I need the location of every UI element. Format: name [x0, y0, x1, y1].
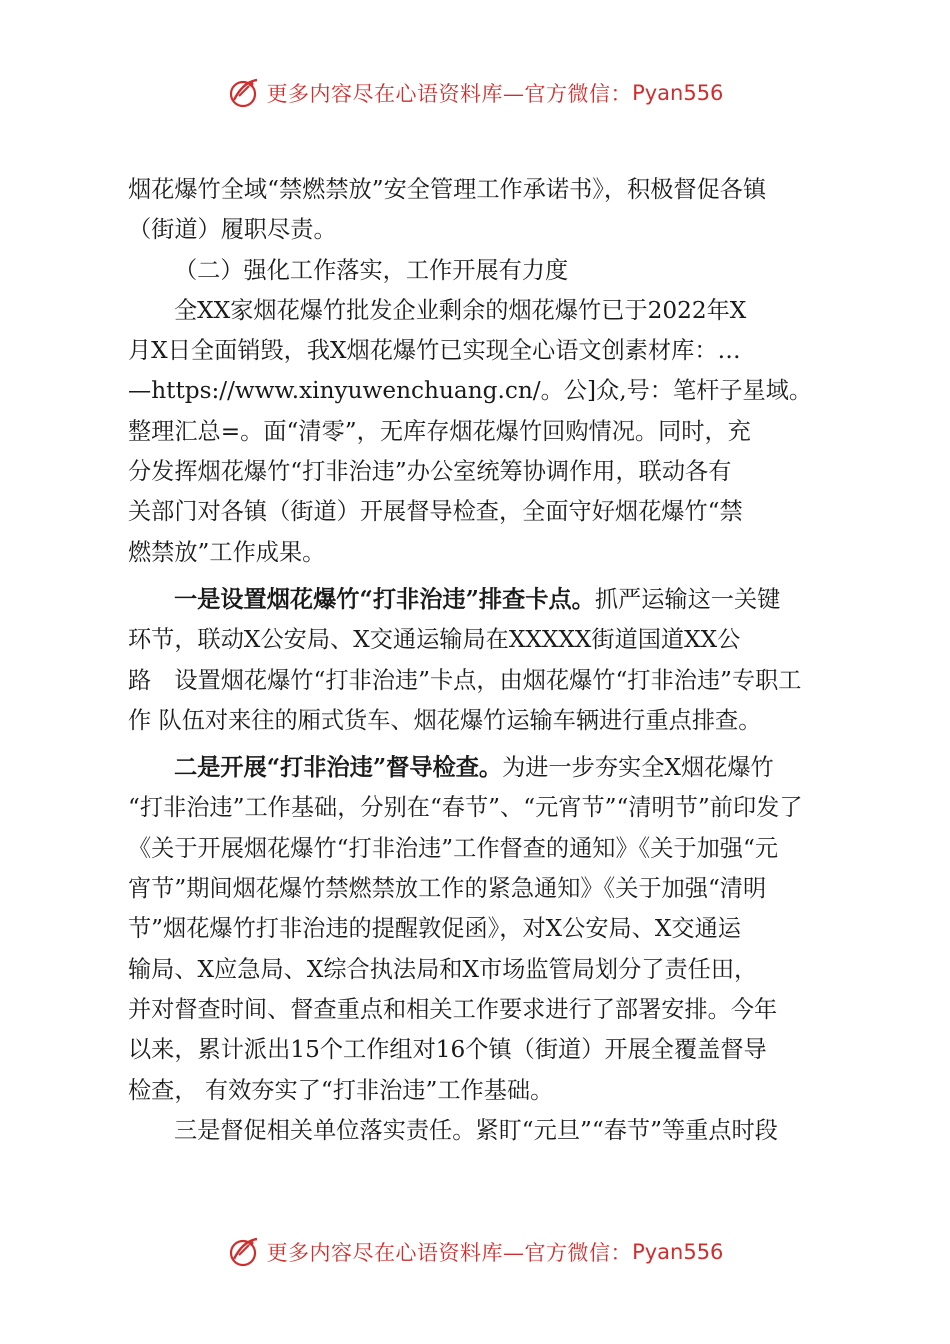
text-line: 节”烟花爆竹打非治违的提醒敦促函》，对X公安局、X交通运: [128, 915, 741, 943]
logo-icon: [227, 76, 261, 110]
text-line: 输局、X应急局、X综合执法局和X市场监管局划分了责任田，: [128, 955, 758, 983]
text-line: 关部门对各镇（街道）开展督导检查，全面守好烟花爆竹“禁: [128, 498, 743, 526]
text-line: 作 队伍对来往的厢式货车、烟花爆竹运输车辆进行重点排查。: [128, 706, 762, 734]
text-span: 抓严运输这一关键: [594, 585, 781, 613]
text-line: 全XX家烟花爆竹批发企业剩余的烟花爆竹已于2022年X: [174, 296, 747, 324]
text-line: 分发挥烟花爆竹“打非治违”办公室统筹协调作用，联动各有: [128, 458, 732, 486]
footer-banner: [0, 1232, 950, 1272]
banner-text: 更多内容尽在心语资料库—官方微信：: [266, 1241, 633, 1265]
text-line: [128, 580, 832, 620]
logo-icon: [227, 1235, 261, 1269]
text-line: （街道）履职尽责。: [128, 216, 337, 244]
text-line: 烟花爆竹全域“禁燃禁放”安全管理工作承诺书》，积极督促各镇: [128, 176, 767, 203]
banner-wechat-id: Pyan556: [632, 1240, 724, 1264]
text-line: [128, 748, 832, 788]
banner-text: 更多内容尽在心语资料库—官方微信：: [266, 82, 633, 106]
text-line: 燃禁放”工作成果。: [128, 538, 326, 566]
text-line: 宵节”期间烟花爆竹禁燃禁放工作的紧急通知》《关于加强“清明: [128, 875, 767, 903]
banner-wechat-id: Pyan556: [632, 81, 724, 105]
text-line: 《关于开展烟花爆竹“打非治违”工作督查的通知》《关于加强“元: [128, 834, 779, 862]
header-banner: [0, 73, 950, 113]
text-line: 三是督促相关单位落实责任。紧盯“元旦”“春节”等重点时段: [174, 1116, 778, 1144]
text-span: 为进一步夯实全X烟花爆竹: [502, 754, 774, 782]
text-line: 环节，联动X公安局、X交通运输局在XXXXX街道国道XX公: [128, 626, 741, 654]
document-body: [128, 170, 832, 1151]
paragraph-lead: 二是开展“打非治违”督导检查。: [174, 754, 503, 782]
text-line: —https://www.xinyuwenchuang.cn/。公]众,号：笔杆子星域。: [128, 377, 813, 405]
paragraph-lead: 一是设置烟花爆竹“打非治违”排查卡点。: [174, 585, 595, 613]
text-line: 并对督查时间、督查重点和相关工作要求进行了部署安排。今年: [128, 995, 778, 1023]
text-line: 整理汇总=。面“清零”，无库存烟花爆竹回购情况。同时，充: [128, 417, 751, 445]
text-line: 检查， 有效夯实了“打非治违”工作基础。: [128, 1076, 554, 1104]
text-line: 以来，累计派出15个工作组对16个镇（街道）开展全覆盖督导: [128, 1036, 767, 1064]
text-line: 路 设置烟花爆竹“打非治违”卡点，由烟花爆竹“打非治违”专职工: [128, 666, 802, 694]
text-line: 月X日全面销毁，我X烟花爆竹已实现全心语文创素材库：…: [128, 337, 741, 365]
text-line: “打非治违”工作基础，分别在“春节”、“元宵节”“清明节”前印发了: [128, 794, 803, 822]
section-heading: （二）强化工作落实，工作开展有力度: [174, 256, 569, 284]
